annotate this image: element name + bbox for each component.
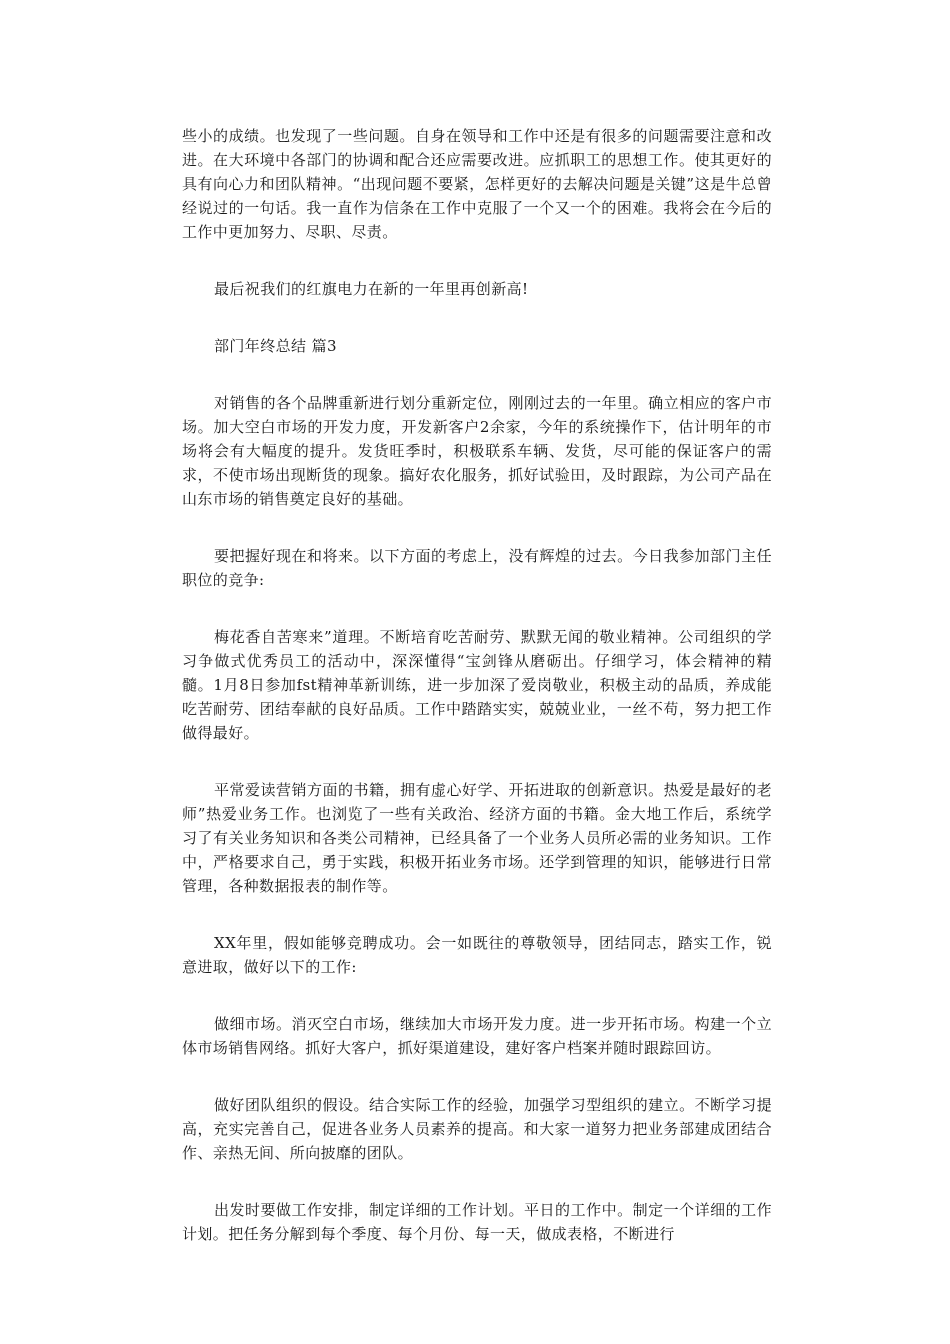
paragraph-spirit: 梅花香自苦寒来”道理。不断培育吃苦耐劳、默默无闻的敬业精神。公司组织的学习争做式优秀员工的活动中，深深懂得“宝剑锋从磨砺出。仔细学习，体会精神的精髓。1月8日参加fst精神革新训练，进一步加深了爱岗敬业，积极主动的品质，养成能吃苦耐劳、团结奉献的良好品质。工作中踏踏实实，兢兢业业，一丝不苟，努力把工作做得最好。 — [182, 628, 772, 742]
paragraph-market: 做细市场。消灭空白市场，继续加大市场开发力度。进一步开拓市场。构建一个立体市场销售网络。抓好大客户，抓好渠道建设，建好客户档案并随时跟踪回访。 — [182, 1015, 772, 1057]
paragraph-sales: 对销售的各个品牌重新进行划分重新定位，刚刚过去的一年里。确立相应的客户市场。加大空白市场的开发力度，开发新客户2余家，今年的系统操作下，估计明年的市场将会有大幅度的提升。发货旺季时，积极联系车辆、发货，尽可能的保证客户的需求，不使市场出现断货的现象。搞好农化服务，抓好试验田，及时跟踪，为公司产品在山东市场的销售奠定良好的基础。 — [182, 394, 772, 508]
paragraph-year-plan: XX年里，假如能够竞聘成功。会一如既往的尊敬领导，团结同志，踏实工作，锐意进取，做好以下的工作: — [182, 934, 772, 976]
paragraph-1: 些小的成绩。也发现了一些问题。自身在领导和工作中还是有很多的问题需要注意和改进。在大环境中各部门的协调和配合还应需要改进。应抓职工的思想工作。使其更好的具有向心力和团队精神。“出现问题不要紧，怎样更好的去解决问题是关键”这是牛总曾经说过的一句话。我一直作为信条在工作中克服了一个又一个的困难。我将会在今后的工作中更加努力、尽职、尽责。 — [182, 127, 772, 241]
paragraph-competition: 要把握好现在和将来。以下方面的考虑上，没有辉煌的过去。今日我参加部门主任职位的竞争: — [182, 547, 772, 589]
paragraph-closing-wish: 最后祝我们的红旗电力在新的一年里再创新高! — [214, 280, 529, 298]
paragraph-team: 做好团队组织的假设。结合实际工作的经验，加强学习型组织的建立。不断学习提高，充实完善自己，促进各业务人员素养的提高。和大家一道努力把业务部建成团结合作、亲热无间、所向披靡的团队。 — [182, 1096, 772, 1162]
section-heading: 部门年终总结 篇3 — [214, 337, 337, 355]
paragraph-learning: 平常爱读营销方面的书籍，拥有虚心好学、开拓进取的创新意识。热爱是最好的老师”热爱业务工作。也浏览了一些有关政治、经济方面的书籍。金大地工作后，系统学习了有关业务知识和各类公司精神，已经具备了一个业务人员所必需的业务知识。工作中，严格要求自己，勇于实践，积极开拓业务市场。还学到管理的知识，能够进行日常管理，各种数据报表的制作等。 — [182, 781, 772, 895]
paragraph-work-plan: 出发时要做工作安排，制定详细的工作计划。平日的工作中。制定一个详细的工作计划。把任务分解到每个季度、每个月份、每一天，做成表格，不断进行 — [182, 1201, 772, 1243]
document-body — [182, 124, 772, 1246]
